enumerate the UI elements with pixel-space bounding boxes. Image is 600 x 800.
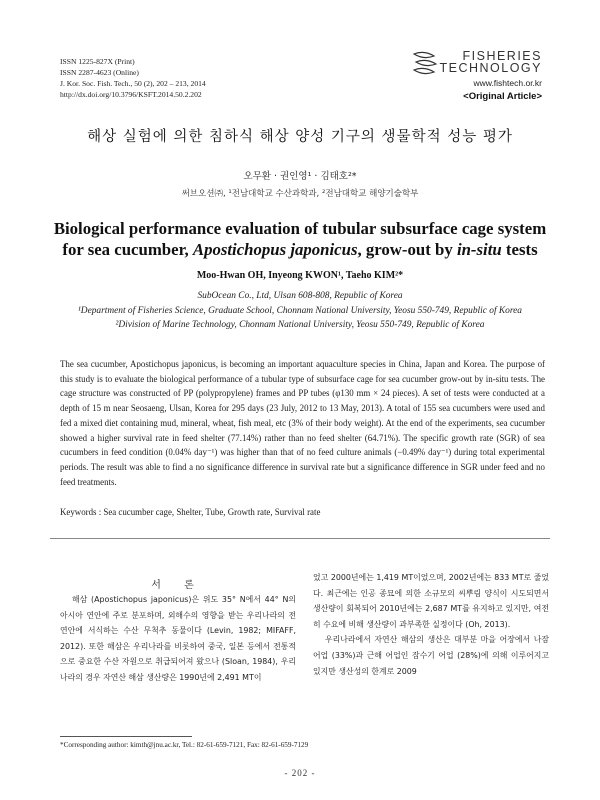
title-line1: Biological performance evaluation of tubular subsurface cage system	[53, 219, 547, 238]
corresponding-author-footnote: *Corresponding author: kimth@jnu.ac.kr, Tel.: 82-61-659-7121, Fax: 82-61-659-7129	[60, 741, 309, 749]
body-paragraph: 해삼 (Apostichopus japonicus)은 위도 35° N에서 44° N의 아시아 연안에 주로 분포하며, 외해수의 영향을 받는 우리나라의 전 연안에 서식하는 수산 무척추 동물이다 (Levin, 1982; MIFAFF, 2012). 또한 해삼은 우리나라를 비롯하여 중국, 일본 등에서 전통적으로 중요한 수산 자원으로 취급되어져 왔으나 (Sloan, 1984), 우리나라의 경우 자연산 해삼 생산량은 1990년에 2,491 MT이	[60, 595, 296, 682]
doi-link[interactable]: http://dx.doi.org/10.3796/KSFT.2014.50.2.202	[60, 90, 202, 99]
page-number: - 202 -	[284, 768, 316, 778]
journal-url[interactable]: www.fishtech.or.kr	[473, 78, 542, 88]
logo-line1: FISHERIES	[462, 49, 542, 63]
logo-line2: TECHNOLOGY	[439, 61, 542, 75]
fish-logo-icon	[410, 50, 438, 76]
title-line2-a: for sea cucumber,	[62, 240, 193, 259]
title-species: Apostichopus japonicus	[192, 240, 358, 259]
body-paragraph: 우리나라에서 자연산 해삼의 생산은 대부분 마을 어장에서 나잠 어업 (33%)과 근해 어업인 잠수기 어업 (28%)에 의해 이루어지고 있지만 생산성의 한계로 2009	[313, 635, 549, 676]
affiliation-3: ²Division of Marine Technology, Chonnam National University, Yeosu 550-749, Republic of Korea	[115, 320, 485, 331]
abstract-text: The sea cucumber, Apostichopus japonicus, is becoming an important aquaculture species in China, Japan and Korea. The purpose of this study is to evaluate the biological performance of a tubular type of subsurface cage for sea cucumber grow-out by in-situ tests. The cage structure was constructed of PP (polypropylene) frames and PP tubes (φ130 mm × 24 pieces). A set of tests were conducted at a depth of 15 m near Seosaeng, Ulsan, Korea for 295 days (23 July, 2012 to 13 May, 2013). A total of 155 sea cucumbers were used and fed a mixed diet containing mud, mineral, wheat, fish meal, etc (3% of their body weight). At the end of the experiments, sea cucumber showed a higher survival rate in feed shelter (77.14%) rather than no feed shelter (64.71%). The specific growth rate (SGR) of sea cucumbers in feed condition (0.04% day⁻¹) was higher than that of no feed culture animals (−0.49% day⁻¹) during total experimental periods. The result was able to find a no significance difference in survival rate but a significance difference in SGR under feed and no feed treatments.	[60, 359, 545, 487]
title-line2-c: tests	[501, 240, 538, 259]
article-type: <Original Article>	[463, 91, 542, 102]
affiliation-2: ¹Department of Fisheries Science, Graduate School, Chonnam National University, Yeosu 550-749, Republic of Korea	[78, 305, 522, 316]
body-paragraph: 었고 2000년에는 1,419 MT이었으며, 2002년에는 833 MT로 줄었다. 최근에는 인공 종묘에 의한 소규모의 씨뿌림 양식이 시도되면서 생산량이 회복되어 2010년에는 2,687 MT를 유지하고 있지만, 여전히 수요에 비해 생산량이 과부족한 실정이다 (Oh, 2013).	[313, 573, 549, 629]
affiliation-1: SubOcean Co., Ltd, Ulsan 608-808, Republic of Korea	[197, 291, 403, 301]
journal-logo	[412, 50, 542, 102]
korean-authors: 오무환 · 권인영¹ · 김태호²*	[243, 171, 357, 182]
divider	[50, 538, 550, 539]
english-title	[40, 218, 560, 260]
english-affiliations	[0, 289, 600, 333]
english-authors: Moo-Hwan OH, Inyeong KWON¹, Taeho KIM²*	[196, 270, 404, 281]
title-insitu: in-situ	[456, 240, 502, 259]
korean-title: 해상 실험에 의한 침하식 해상 양성 기구의 생물학적 성능 평가	[87, 129, 513, 145]
body-column-left	[60, 592, 296, 686]
footnote-divider	[60, 736, 192, 737]
keywords: Keywords : Sea cucumber cage, Shelter, Tube, Growth rate, Survival rate	[60, 507, 321, 517]
journal-info	[60, 56, 206, 100]
title-line2-b: , grow-out by	[357, 240, 457, 259]
korean-affiliations: 써브오션㈜, ¹전남대학교 수산과학과, ²전남대학교 해양기술학부	[181, 189, 419, 199]
body-column-right	[313, 570, 549, 679]
section-heading-introduction: 서 론	[151, 580, 204, 591]
issn-online: ISSN 2287-4623 (Online)	[60, 68, 139, 77]
journal-citation: J. Kor. Soc. Fish. Tech., 50 (2), 202 – 213, 2014	[60, 79, 206, 88]
issn-print: ISSN 1225-827X (Print)	[60, 57, 135, 66]
